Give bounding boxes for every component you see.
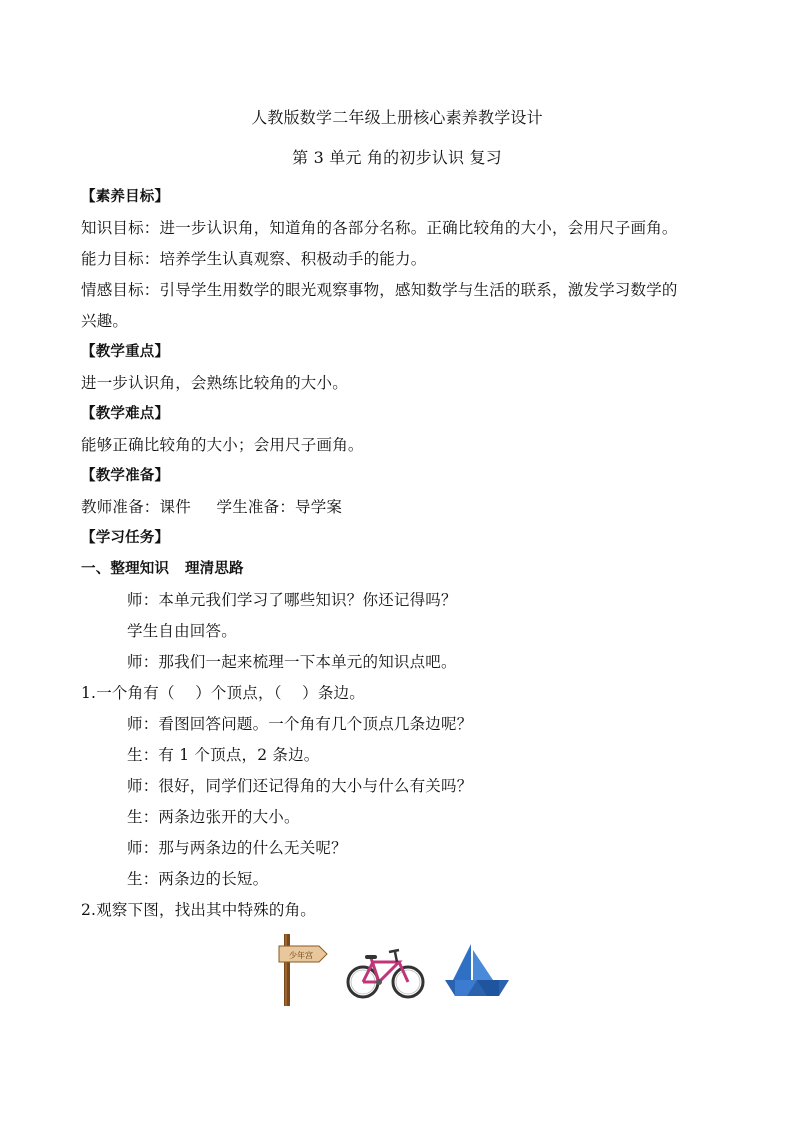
difficult-text: 能够正确比较角的大小；会用尺子画角。 xyxy=(81,436,364,454)
signpost-icon xyxy=(275,932,331,1008)
dialogue-line: 学生自由回答。 xyxy=(127,622,237,640)
document-subtitle: 第 3 单元 角的初步认识 复习 xyxy=(292,148,502,167)
figure-row xyxy=(275,932,525,1012)
paper-boat-icon xyxy=(445,942,511,1000)
task-one-heading: 一、整理知识 理清思路 xyxy=(81,561,244,577)
document-title: 人教版数学二年级上册核心素养教学设计 xyxy=(251,108,543,127)
bicycle-icon xyxy=(345,946,427,1000)
dialogue-line: 师：看图回答问题。一个角有几个顶点几条边呢？ xyxy=(127,715,473,733)
difficult-heading: 【教学难点】 xyxy=(81,406,170,422)
key-heading: 【教学重点】 xyxy=(81,344,170,360)
dialogue-line: 生：两条边张开的大小。 xyxy=(127,808,300,826)
dialogue-line: 生：有 1 个顶点，2 条边。 xyxy=(127,746,320,764)
goals-heading: 【素养目标】 xyxy=(81,189,170,205)
prep-heading: 【教学准备】 xyxy=(81,468,170,484)
dialogue-line: 师：本单元我们学习了哪些知识？你还记得吗？ xyxy=(127,591,457,609)
question-1: 1.一个角有（ ）个顶点，（ ）条边。 xyxy=(81,684,365,702)
dialogue-line: 师：那与两条边的什么无关呢？ xyxy=(127,839,347,857)
dialogue-line: 师：很好，同学们还记得角的大小与什么有关吗？ xyxy=(127,777,473,795)
question-2: 2.观察下图，找出其中特殊的角。 xyxy=(81,901,316,919)
goal-emotion-line2: 兴趣。 xyxy=(81,312,129,330)
goal-emotion-line1: 情感目标：引导学生用数学的眼光观察事物，感知数学与生活的联系，激发学习数学的 xyxy=(81,281,678,299)
prep-text: 教师准备：课件 学生准备：导学案 xyxy=(81,498,343,516)
sign-label: 少年宫 xyxy=(289,951,313,960)
task-heading: 【学习任务】 xyxy=(81,530,170,546)
goal-ability: 能力目标：培养学生认真观察、积极动手的能力。 xyxy=(81,250,427,268)
dialogue-line: 师：那我们一起来梳理一下本单元的知识点吧。 xyxy=(127,653,457,671)
key-text: 进一步认识角，会熟练比较角的大小。 xyxy=(81,374,348,392)
goal-knowledge: 知识目标：进一步认识角，知道角的各部分名称。正确比较角的大小，会用尺子画角。 xyxy=(81,219,678,237)
dialogue-line: 生：两条边的长短。 xyxy=(127,870,269,888)
